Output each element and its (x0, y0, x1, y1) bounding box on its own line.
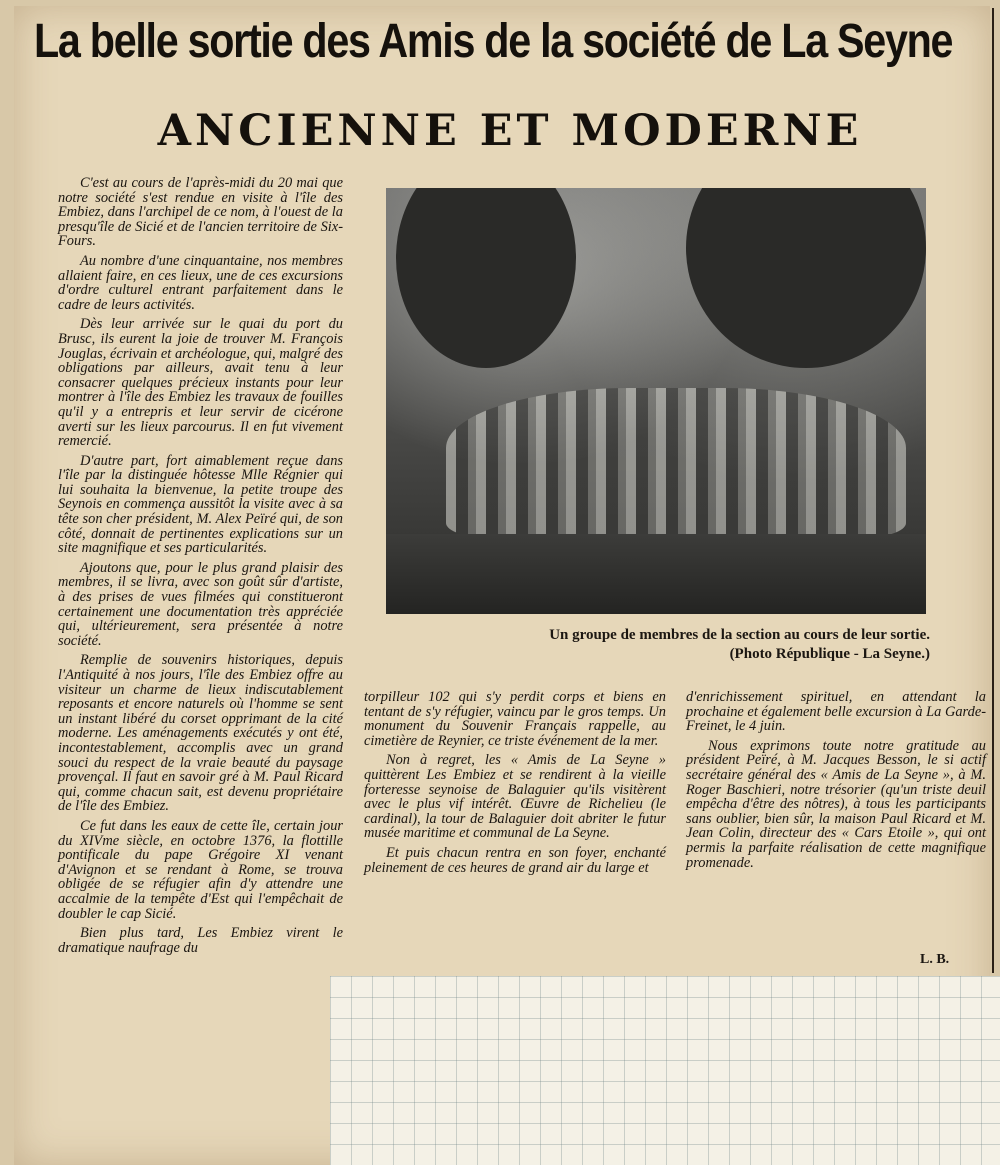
paragraph: Remplie de souvenirs historiques, depuis l'Antiquité à nos jours, l'île des Embiez offre au visiteur un charme de lieux indiscutablement reposants et encore naturels où l'homme se sent un instant libéré du corset opprimant de la cité moderne. Les aménagements exécutés y ont été, incontestablement, accomplis avec un grand souci du respect de la vraie beauté du paysage provençal. Il faut en savoir gré à M. Paul Ricard qui, comme chacun sait, est devenu propriétaire de l'île des Embiez. (58, 652, 343, 815)
paragraph: d'enrichissement spirituel, en attendant la prochaine et également belle excursion à La Garde-Freinet, le 4 juin. (686, 689, 986, 735)
paragraph: C'est au cours de l'après-midi du 20 mai que notre société s'est rendue en visite à l'île des Embiez, dans l'archipel de ce nom, à l'ouest de la presqu'île de Sicié et de l'ancien territoire de Six-Fours. (58, 175, 343, 250)
group-photo (386, 188, 926, 614)
paragraph: Ajoutons que, pour le plus grand plaisir des membres, il se livra, avec son goût sûr d'artiste, à des prises de vues filmées qui constitueront certainement une documentation très appréciée qui, ultérieurement, sera présentée à notre société. (58, 559, 343, 649)
paragraph: Dès leur arrivée sur le quai du port du Brusc, ils eurent la joie de trouver M. François Jouglas, écrivain et archéologue, qui, malgré des obligations par ailleurs, avait tenu à leur consacrer quelques précieux instants pour leur montrer à l'île des Embiez les travaux de fouilles qu'il y a entrepris et leur servir de cicérone averti sur les lieux parcourus. Il en fut vivement remercié. (58, 316, 343, 450)
subheadline: ANCIENNE ET MODERNE (157, 106, 863, 156)
article-column-1 (58, 176, 343, 960)
paragraph: D'autre part, fort aimablement reçue dans l'île par la distinguée hôtesse Mlle Régnier qui lui souhaita la bienvenue, la petite troupe des Seynois en commença aussitôt la visite avec à sa tête son cher président, M. Alex Peïré qui, de son côté, donnait de pertinentes explications sur un site magnifique et ses particularités. (58, 452, 343, 557)
headline: La belle sortie des Amis de la société de La Seyne (34, 15, 953, 68)
paragraph: Bien plus tard, Les Embiez virent le dramatique naufrage du (58, 925, 343, 956)
column-rule (992, 8, 994, 973)
article-column-3 (686, 690, 986, 875)
caption-credit: (Photo République - La Seyne.) (729, 646, 930, 662)
photo-caption (390, 626, 930, 664)
paragraph: Nous exprimons toute notre gratitude au président Peïré, à M. Jacques Besson, le si actif secrétaire général des « Amis de La Seyne », à M. Roger Baschieri, notre trésorier (qu'un triste deuil empêcha d'être des nôtres), à tous les participants sans oublier, bien sûr, la maison Paul Ricard et M. Jean Colin, directeur des « Cars Etoile », qui ont permis la parfaite réalisation de cette magnifique promenade. (686, 737, 986, 871)
tree-shape (396, 188, 576, 368)
paragraph: Ce fut dans les eaux de cette île, certain jour du XIVme siècle, en octobre 1376, la flottille pontificale du pape Grégoire XI venant d'Avignon et se rendant à Rome, se trouva obligée de se réfugier afin d'y attendre une accalmie de la tempête d'Est qui l'empêchait de doubler le cap Sicié. (58, 817, 343, 922)
caption-line: Un groupe de membres de la section au cours de leur sortie. (549, 627, 930, 643)
ground-shape (386, 534, 926, 614)
paragraph: torpilleur 102 qui s'y perdit corps et biens en tentant de s'y réfugier, vaincu par le gros temps. Un monument du Souvenir Français rappelle, au cimetière de Reynier, ce triste événement de la mer. (364, 689, 666, 749)
grid-paper-backing (330, 976, 1000, 1165)
paragraph: Non à regret, les « Amis de La Seyne » quittèrent Les Embiez et se rendirent à la vieille forteresse seynoise de Balaguier qu'ils visitèrent avec le plus vif intérêt. Œuvre de Richelieu (le cardinal), la tour de Balaguier doit abriter le futur musée maritime et communal de La Seyne. (364, 752, 666, 842)
article-column-2 (364, 690, 666, 880)
author-signature: L. B. (920, 952, 950, 967)
tree-shape (686, 188, 926, 368)
paragraph: Et puis chacun rentra en son foyer, enchanté pleinement de ces heures de grand air du large et (364, 844, 666, 876)
paragraph: Au nombre d'une cinquantaine, nos membres allaient faire, en ces lieux, une de ces excursions d'ordre culturel entrant parfaitement dans le cadre de leurs activités. (58, 252, 343, 313)
crowd-shape (446, 388, 906, 538)
